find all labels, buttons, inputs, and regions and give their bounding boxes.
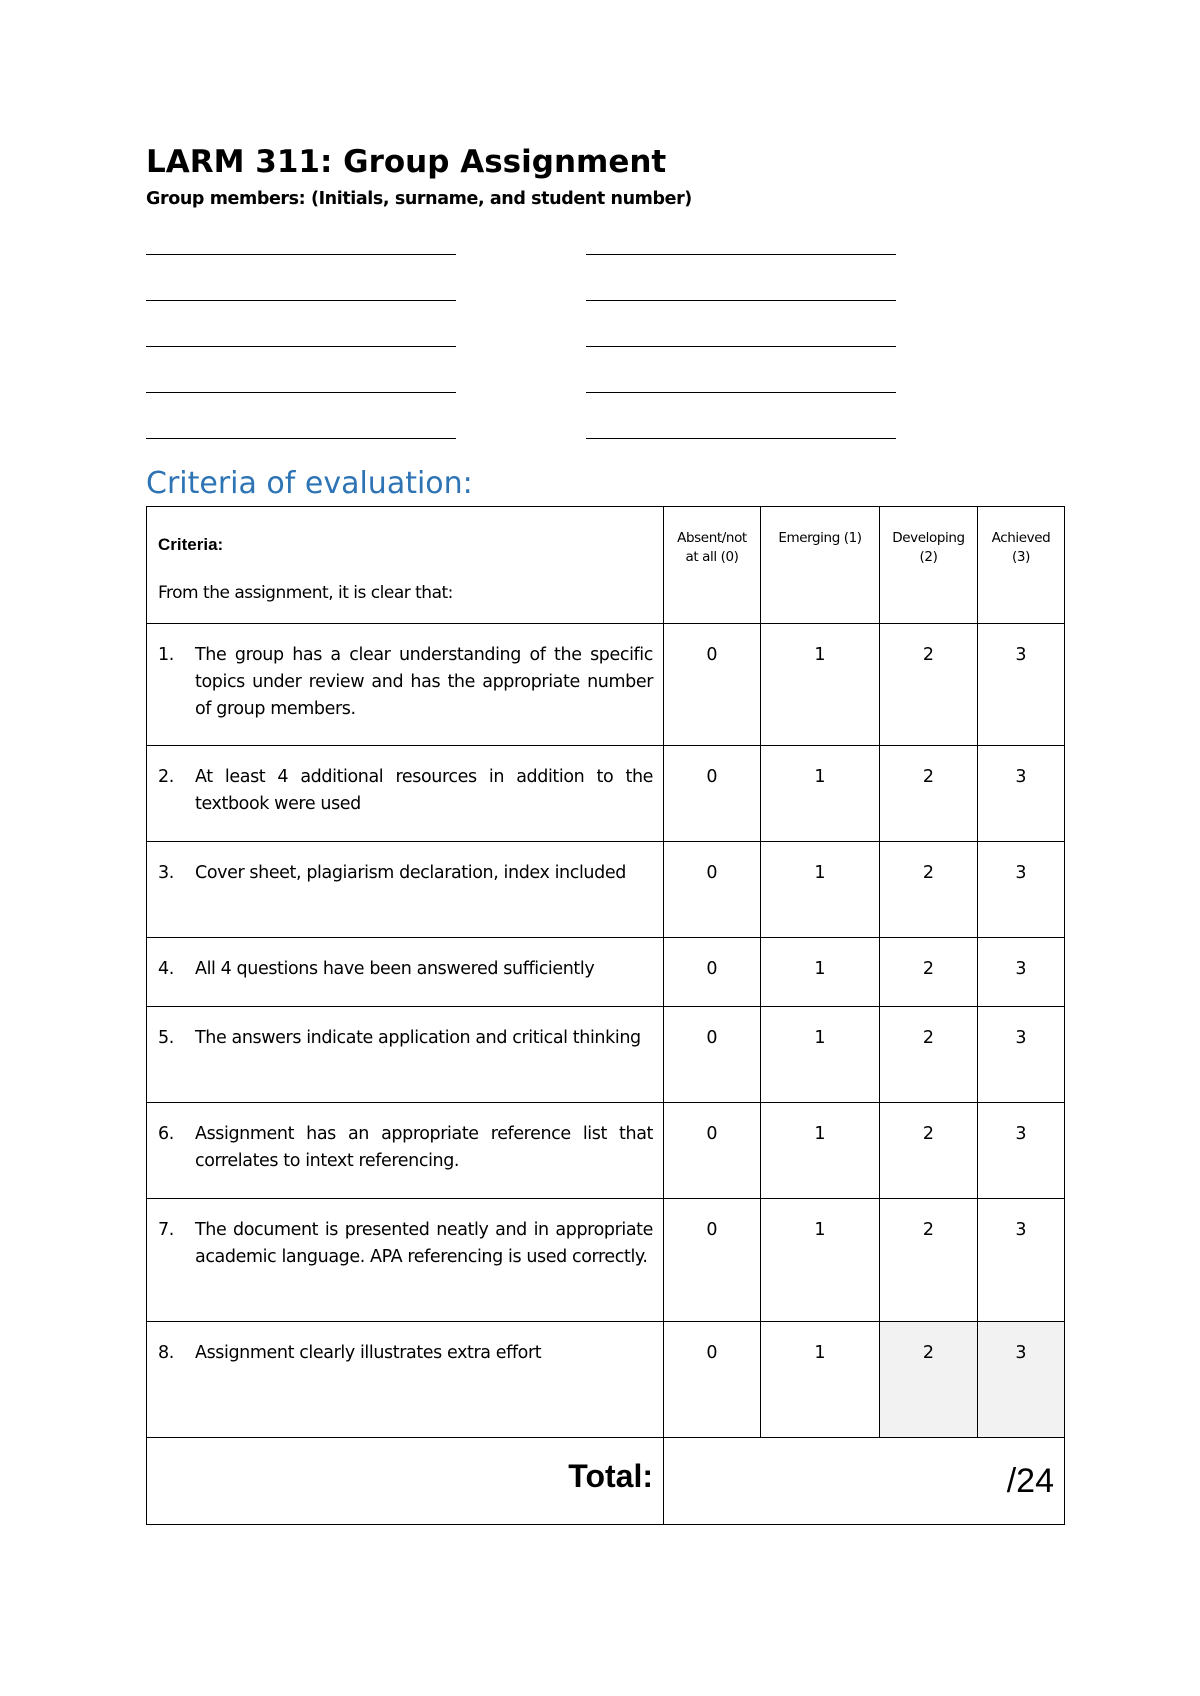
score-emerging[interactable]: 1	[761, 938, 880, 1007]
score-achieved[interactable]: 3	[978, 746, 1065, 842]
document-title: LARM 311: Group Assignment	[146, 144, 667, 180]
criterion-row	[147, 1199, 1065, 1322]
score-developing[interactable]: 2	[880, 1007, 978, 1103]
score-developing[interactable]: 2	[880, 1103, 978, 1199]
score-achieved[interactable]: 3	[978, 1103, 1065, 1199]
criterion-row	[147, 842, 1065, 938]
criterion-cell	[147, 1103, 664, 1199]
member-blank-line[interactable]	[586, 254, 896, 255]
score-emerging[interactable]: 1	[761, 624, 880, 746]
rubric-table	[146, 506, 1065, 1525]
criterion-number: 1.	[158, 645, 174, 665]
criterion-cell	[147, 1007, 664, 1103]
score-absent[interactable]: 0	[664, 1007, 761, 1103]
criterion-row	[147, 624, 1065, 746]
criterion-cell	[147, 746, 664, 842]
score-absent[interactable]: 0	[664, 842, 761, 938]
criterion-number: 4.	[158, 959, 174, 979]
score-achieved[interactable]: 3	[978, 1199, 1065, 1322]
score-developing[interactable]: 2	[880, 842, 978, 938]
member-blank-line[interactable]	[586, 438, 896, 439]
score-achieved[interactable]: 3	[978, 624, 1065, 746]
criterion-text: The document is presented neatly and in appropriate academic language. APA referencing is used correctly.	[195, 1220, 653, 1267]
criterion-number: 8.	[158, 1343, 174, 1363]
criterion-row	[147, 938, 1065, 1007]
level-header-absent: Absent/not at all (0)	[664, 507, 761, 624]
criterion-row	[147, 746, 1065, 842]
total-row	[147, 1438, 1065, 1525]
criterion-cell	[147, 624, 664, 746]
criteria-label: Criteria:	[158, 535, 224, 554]
score-developing[interactable]: 2	[880, 624, 978, 746]
score-developing[interactable]: 2	[880, 938, 978, 1007]
criterion-number: 3.	[158, 863, 174, 883]
criteria-heading: Criteria of evaluation:	[146, 466, 473, 501]
score-emerging[interactable]: 1	[761, 1007, 880, 1103]
score-emerging[interactable]: 1	[761, 842, 880, 938]
criterion-text: Assignment has an appropriate reference list that correlates to intext referencing.	[195, 1124, 653, 1171]
member-blank-line[interactable]	[146, 254, 456, 255]
rubric-header-row	[147, 507, 1065, 624]
score-emerging[interactable]: 1	[761, 1322, 880, 1438]
score-emerging[interactable]: 1	[761, 1199, 880, 1322]
group-members-label: Group members: (Initials, surname, and student number)	[146, 189, 692, 209]
criterion-text: Assignment clearly illustrates extra effort	[195, 1343, 542, 1363]
score-absent[interactable]: 0	[664, 1199, 761, 1322]
member-blank-line[interactable]	[146, 392, 456, 393]
criterion-number: 2.	[158, 767, 174, 787]
score-achieved[interactable]: 3	[978, 842, 1065, 938]
criterion-number: 7.	[158, 1220, 174, 1240]
criterion-cell	[147, 938, 664, 1007]
criterion-row	[147, 1007, 1065, 1103]
member-blank-line[interactable]	[586, 300, 896, 301]
total-label: Total:	[147, 1438, 664, 1525]
level-header-emerging: Emerging (1)	[761, 507, 880, 624]
score-achieved[interactable]: 3	[978, 1007, 1065, 1103]
criteria-header-cell	[147, 507, 664, 624]
score-absent[interactable]: 0	[664, 1322, 761, 1438]
score-emerging[interactable]: 1	[761, 746, 880, 842]
score-emerging[interactable]: 1	[761, 1103, 880, 1199]
score-developing[interactable]: 2	[880, 746, 978, 842]
score-achieved[interactable]: 3	[978, 938, 1065, 1007]
score-absent[interactable]: 0	[664, 624, 761, 746]
level-header-achieved: Achieved (3)	[978, 507, 1065, 624]
criterion-text: All 4 questions have been answered sufficiently	[195, 959, 595, 979]
member-blank-line[interactable]	[586, 346, 896, 347]
criterion-text: The answers indicate application and critical thinking	[195, 1028, 641, 1048]
score-developing[interactable]: 2	[880, 1322, 978, 1438]
total-score-field[interactable]: /24	[664, 1438, 1065, 1525]
criterion-row	[147, 1103, 1065, 1199]
criteria-intro: From the assignment, it is clear that:	[158, 583, 453, 603]
member-blank-line[interactable]	[146, 300, 456, 301]
criterion-text: The group has a clear understanding of the specific topics under review and has the appropriate number of group members.	[195, 645, 653, 719]
score-achieved[interactable]: 3	[978, 1322, 1065, 1438]
criterion-number: 5.	[158, 1028, 174, 1048]
score-absent[interactable]: 0	[664, 938, 761, 1007]
criterion-cell	[147, 842, 664, 938]
criterion-text: Cover sheet, plagiarism declaration, index included	[195, 863, 626, 883]
member-blank-line[interactable]	[586, 392, 896, 393]
member-blank-line[interactable]	[146, 346, 456, 347]
score-developing[interactable]: 2	[880, 1199, 978, 1322]
score-absent[interactable]: 0	[664, 1103, 761, 1199]
criterion-cell	[147, 1322, 664, 1438]
criterion-row	[147, 1322, 1065, 1438]
criterion-number: 6.	[158, 1124, 174, 1144]
member-blank-line[interactable]	[146, 438, 456, 439]
criterion-text: At least 4 additional resources in addition to the textbook were used	[195, 767, 653, 814]
criterion-cell	[147, 1199, 664, 1322]
score-absent[interactable]: 0	[664, 746, 761, 842]
level-header-developing: Developing (2)	[880, 507, 978, 624]
